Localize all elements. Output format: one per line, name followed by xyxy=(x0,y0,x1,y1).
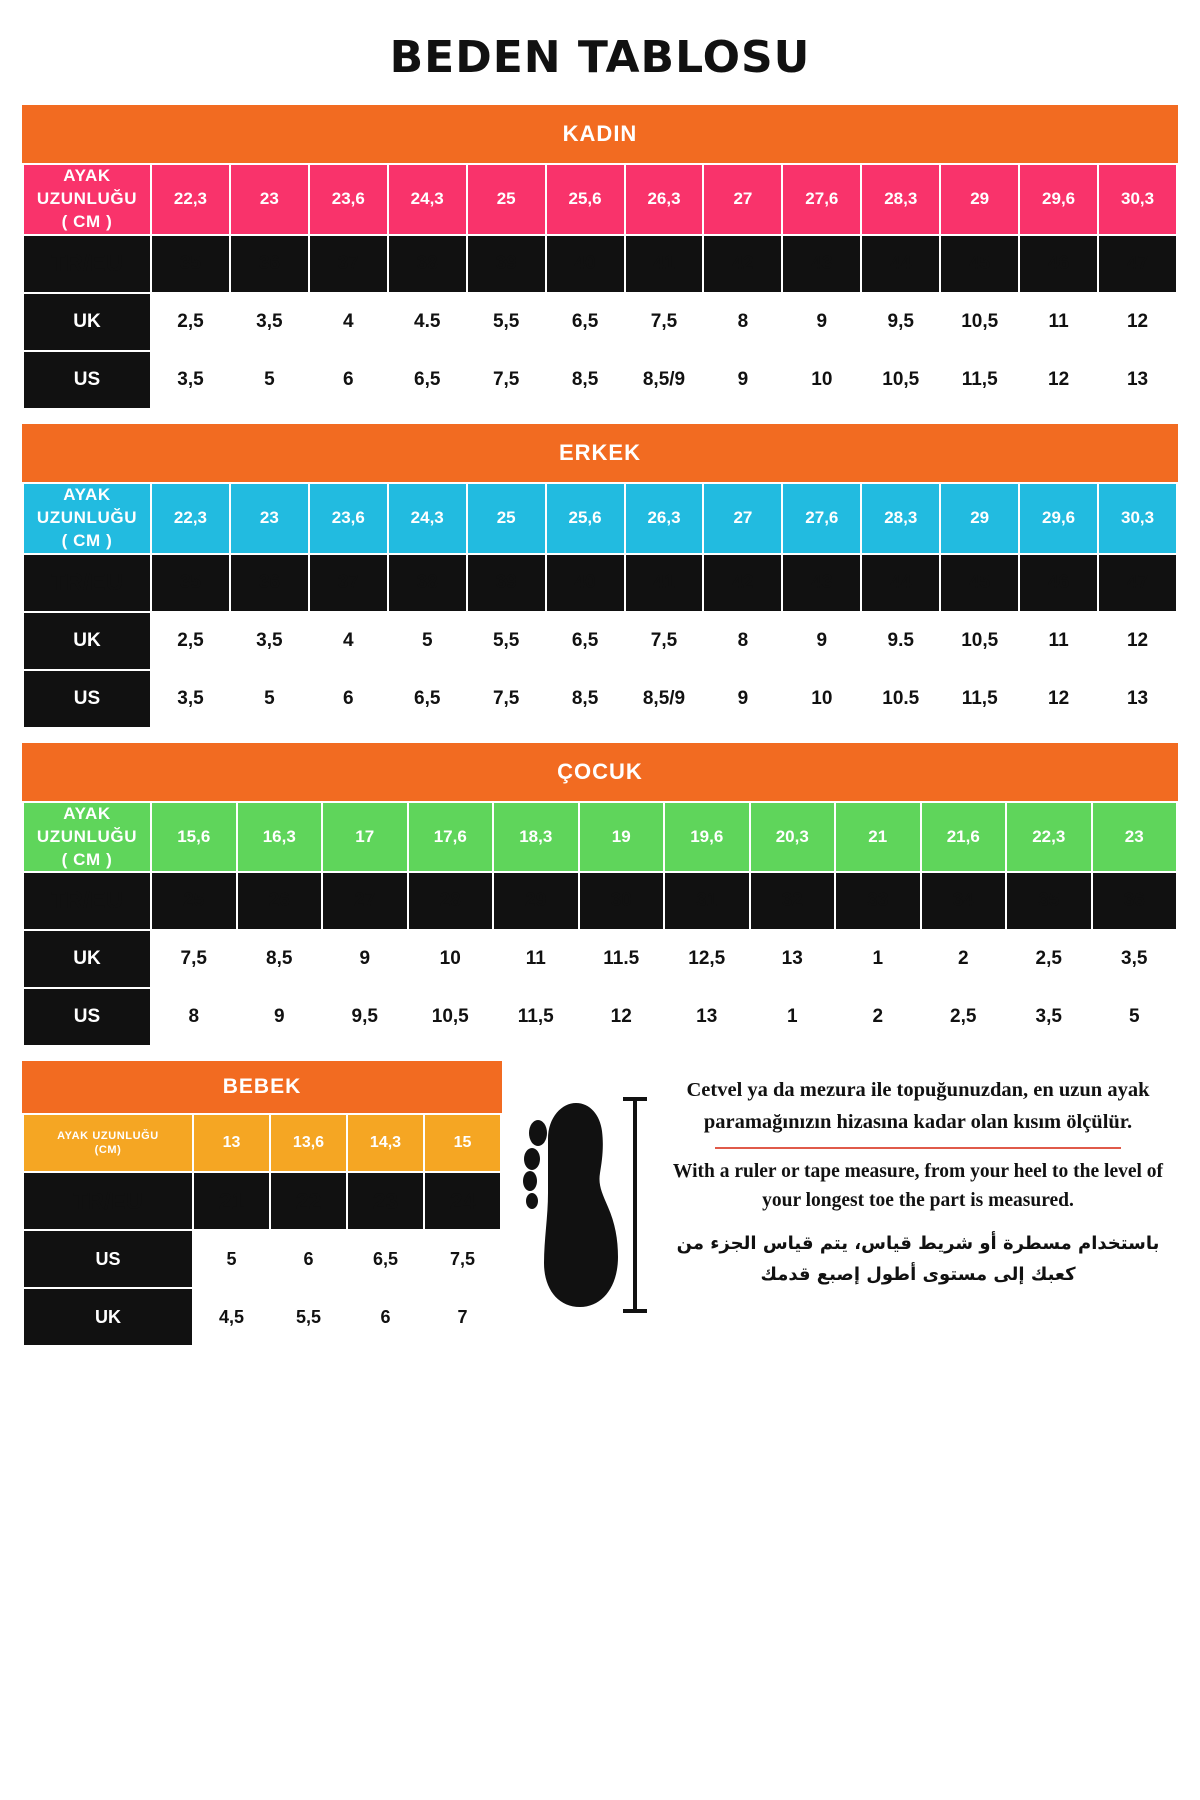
cell: 10 xyxy=(408,930,494,988)
length-label-line2: (CM) xyxy=(94,1144,122,1157)
cell: 10 xyxy=(782,351,861,409)
cell: 25 xyxy=(467,483,546,554)
cell: 17,6 xyxy=(408,802,494,873)
cell: 10,5 xyxy=(940,293,1019,351)
length-label-line1: AYAK xyxy=(63,484,111,504)
cell: 35 xyxy=(151,554,230,612)
row-label-uk: UK xyxy=(23,930,151,988)
cell: 12 xyxy=(579,988,665,1046)
cell: 2 xyxy=(921,930,1007,988)
cell: 17 xyxy=(322,802,408,873)
cell: 13 xyxy=(1098,670,1177,728)
cell: 38 xyxy=(388,554,467,612)
cell: 8,5 xyxy=(546,670,625,728)
cell: 9 xyxy=(703,351,782,409)
cell: 47 xyxy=(1098,235,1177,293)
cell: 39 xyxy=(467,554,546,612)
section-header-erkek: ERKEK xyxy=(22,424,1178,482)
cell: 6,5 xyxy=(388,670,467,728)
cell: 7,5 xyxy=(625,293,704,351)
row-label-treu: TR/EU xyxy=(23,872,151,930)
table-cocuk xyxy=(22,801,1178,1048)
cell: 5 xyxy=(388,612,467,670)
length-label-line2: UZUNLUĞU xyxy=(36,507,138,527)
cell: 3,5 xyxy=(230,612,309,670)
cell: 38 xyxy=(388,235,467,293)
cell: 45 xyxy=(940,235,1019,293)
cell: 7 xyxy=(424,1288,501,1346)
row-label-us: US xyxy=(23,988,151,1046)
table-erkek xyxy=(22,482,1178,729)
row-label-uk: UK xyxy=(23,293,151,351)
cell: 33 xyxy=(835,872,921,930)
cell: 45 xyxy=(940,554,1019,612)
cell: 4 xyxy=(309,293,388,351)
table-row xyxy=(23,802,1177,873)
cell: 23,6 xyxy=(309,483,388,554)
row-label-us: US xyxy=(23,351,151,409)
table-row xyxy=(23,930,1177,988)
cell: 6 xyxy=(270,1230,347,1288)
cell: 10,5 xyxy=(940,612,1019,670)
cell: 10.5 xyxy=(861,670,940,728)
cell: 1 xyxy=(750,988,836,1046)
section-erkek xyxy=(22,424,1178,729)
note-text-block xyxy=(658,1075,1178,1290)
cell: 27,6 xyxy=(782,483,861,554)
cell: 15,6 xyxy=(151,802,237,873)
cell: 1 xyxy=(835,930,921,988)
note-divider xyxy=(715,1147,1121,1149)
cell: 5 xyxy=(1092,988,1178,1046)
cell: 6,5 xyxy=(546,612,625,670)
cell: 6,5 xyxy=(388,351,467,409)
row-label-us: US xyxy=(23,670,151,728)
table-bebek xyxy=(22,1113,502,1347)
cell: 40 xyxy=(546,235,625,293)
cell: 29,6 xyxy=(1019,164,1098,235)
table-row xyxy=(23,670,1177,728)
cell: 12,5 xyxy=(664,930,750,988)
cell: 3,5 xyxy=(1006,988,1092,1046)
cell: 2,5 xyxy=(151,293,230,351)
cell: 29 xyxy=(940,483,1019,554)
cell: 28,3 xyxy=(861,483,940,554)
cell: 46 xyxy=(1019,235,1098,293)
cell: 9,5 xyxy=(861,293,940,351)
cell: 30,3 xyxy=(1098,164,1177,235)
cell: 7,5 xyxy=(424,1230,501,1288)
row-label-treu: TR/EU xyxy=(23,235,151,293)
row-label-us: US xyxy=(23,1230,193,1288)
cell: 13 xyxy=(193,1114,270,1172)
cell: 22,3 xyxy=(1006,802,1092,873)
footprint-icon xyxy=(518,1081,648,1331)
cell: 8 xyxy=(703,293,782,351)
cell: 41 xyxy=(625,554,704,612)
cell: 12 xyxy=(1019,351,1098,409)
cell: 11 xyxy=(493,930,579,988)
section-header-bebek: BEBEK xyxy=(22,1061,502,1113)
cell: 22,3 xyxy=(151,483,230,554)
cell: 43 xyxy=(782,235,861,293)
cell: 11,5 xyxy=(493,988,579,1046)
section-kadin xyxy=(22,105,1178,410)
cell: 11 xyxy=(1019,293,1098,351)
length-label-line1: AYAK xyxy=(63,166,111,185)
cell: 19,6 xyxy=(664,802,750,873)
cell: 8 xyxy=(703,612,782,670)
cell: 9,5 xyxy=(322,988,408,1046)
cell: 25,6 xyxy=(546,164,625,235)
cell: 8,5 xyxy=(237,930,323,988)
cell: 39 xyxy=(467,235,546,293)
cell: 9 xyxy=(782,612,861,670)
section-header-kadin: KADIN xyxy=(22,105,1178,163)
cell: 9.5 xyxy=(861,612,940,670)
cell: 19 xyxy=(579,802,665,873)
foot-measure-illustration xyxy=(518,1075,648,1336)
cell: 6 xyxy=(309,670,388,728)
section-bebek xyxy=(22,1061,502,1347)
cell: 16,3 xyxy=(237,802,323,873)
cell: 12 xyxy=(1098,293,1177,351)
cell: 29 xyxy=(493,872,579,930)
bottom-area xyxy=(22,1061,1178,1361)
table-row xyxy=(23,351,1177,409)
cell: 32 xyxy=(750,872,836,930)
cell: 8,5/9 xyxy=(625,351,704,409)
cell: 13 xyxy=(750,930,836,988)
cell: 11,5 xyxy=(940,351,1019,409)
cell: 2 xyxy=(835,988,921,1046)
cell: 31 xyxy=(664,872,750,930)
cell: 8,5 xyxy=(546,351,625,409)
cell: 7,5 xyxy=(467,351,546,409)
table-row xyxy=(23,1230,501,1288)
length-label-line1: AYAK UZUNLUĞU xyxy=(57,1129,159,1142)
cell: 24,3 xyxy=(388,483,467,554)
table-row xyxy=(23,988,1177,1046)
cell: 10,5 xyxy=(408,988,494,1046)
row-label-length xyxy=(23,1114,193,1172)
table-row xyxy=(23,293,1177,351)
cell: 44 xyxy=(861,235,940,293)
length-label-line1: AYAK xyxy=(63,803,111,823)
cell: 21 xyxy=(193,1172,270,1230)
cell: 2,5 xyxy=(151,612,230,670)
row-label-length xyxy=(23,802,151,873)
cell: 7,5 xyxy=(151,930,237,988)
cell: 14,3 xyxy=(347,1114,424,1172)
cell: 25,6 xyxy=(546,483,625,554)
cell: 21 xyxy=(835,802,921,873)
cell: 20,3 xyxy=(750,802,836,873)
cell: 29,6 xyxy=(1019,483,1098,554)
table-row xyxy=(23,235,1177,293)
cell: 10 xyxy=(782,670,861,728)
section-cocuk xyxy=(22,743,1178,1048)
cell: 22 xyxy=(270,1172,347,1230)
row-label-uk: UK xyxy=(23,612,151,670)
cell: 37 xyxy=(309,235,388,293)
cell: 5,5 xyxy=(467,612,546,670)
cell: 13,6 xyxy=(270,1114,347,1172)
cell: 41 xyxy=(625,235,704,293)
length-label-line2: UZUNLUĞU xyxy=(36,188,138,208)
table-row xyxy=(23,1172,501,1230)
cell: 26 xyxy=(237,872,323,930)
cell: 47 xyxy=(1098,554,1177,612)
cell: 2,5 xyxy=(1006,930,1092,988)
cell: 30 xyxy=(579,872,665,930)
cell: 8 xyxy=(151,988,237,1046)
cell: 2,5 xyxy=(921,988,1007,1046)
cell: 12 xyxy=(1098,612,1177,670)
table-row xyxy=(23,1114,501,1172)
cell: 28,3 xyxy=(861,164,940,235)
cell: 3,5 xyxy=(151,670,230,728)
cell: 22,3 xyxy=(151,164,230,235)
measuring-instructions xyxy=(518,1061,1178,1336)
note-turkish: Cetvel ya da mezura ile topuğunuzdan, en uzun ayak paramağınızın hizasına kadar olan kısım ölçülür. xyxy=(686,1079,1150,1134)
note-english: With a ruler or tape measure, from your heel to the level of your longest toe the part is measured. xyxy=(672,1160,1164,1212)
cell: 36 xyxy=(230,554,309,612)
cell: 37 xyxy=(309,554,388,612)
cell: 11 xyxy=(1019,612,1098,670)
length-label-line3: ( CM ) xyxy=(61,849,113,869)
cell: 42 xyxy=(703,554,782,612)
table-row xyxy=(23,483,1177,554)
cell: 5,5 xyxy=(467,293,546,351)
table-row xyxy=(23,1288,501,1346)
cell: 36 xyxy=(230,235,309,293)
cell: 6 xyxy=(309,351,388,409)
cell: 6,5 xyxy=(546,293,625,351)
cell: 9 xyxy=(703,670,782,728)
table-row xyxy=(23,612,1177,670)
cell: 30,3 xyxy=(1098,483,1177,554)
cell: 28 xyxy=(408,872,494,930)
cell: 5 xyxy=(193,1230,270,1288)
length-label-line3: ( CM ) xyxy=(61,211,113,231)
cell: 7,5 xyxy=(625,612,704,670)
cell: 6,5 xyxy=(347,1230,424,1288)
cell: 5,5 xyxy=(270,1288,347,1346)
table-row xyxy=(23,554,1177,612)
cell: 13 xyxy=(664,988,750,1046)
cell: 24 xyxy=(424,1172,501,1230)
cell: 27,6 xyxy=(782,164,861,235)
cell: 40 xyxy=(546,554,625,612)
cell: 23 xyxy=(230,483,309,554)
cell: 21,6 xyxy=(921,802,1007,873)
cell: 34 xyxy=(921,872,1007,930)
cell: 8,5/9 xyxy=(625,670,704,728)
cell: 4 xyxy=(309,612,388,670)
cell: 36 xyxy=(1092,872,1178,930)
page-title: BEDEN TABLOSU xyxy=(389,32,811,83)
cell: 6 xyxy=(347,1288,424,1346)
cell: 5 xyxy=(230,351,309,409)
cell: 4,5 xyxy=(193,1288,270,1346)
cell: 3,5 xyxy=(1092,930,1178,988)
cell: 11,5 xyxy=(940,670,1019,728)
cell: 3,5 xyxy=(230,293,309,351)
cell: 35 xyxy=(151,235,230,293)
cell: 13 xyxy=(1098,351,1177,409)
row-label-treu: TR/EU xyxy=(23,554,151,612)
cell: 3,5 xyxy=(151,351,230,409)
cell: 18,3 xyxy=(493,802,579,873)
cell: 27 xyxy=(703,483,782,554)
cell: 23 xyxy=(347,1172,424,1230)
cell: 27 xyxy=(322,872,408,930)
cell: 35 xyxy=(1006,872,1092,930)
cell: 25 xyxy=(467,164,546,235)
row-label-treu: TR/EU xyxy=(23,1172,193,1230)
cell: 10,5 xyxy=(861,351,940,409)
cell: 7,5 xyxy=(467,670,546,728)
cell: 24,3 xyxy=(388,164,467,235)
cell: 12 xyxy=(1019,670,1098,728)
cell: 23,6 xyxy=(309,164,388,235)
section-header-cocuk: ÇOCUK xyxy=(22,743,1178,801)
cell: 9 xyxy=(782,293,861,351)
cell: 42 xyxy=(703,235,782,293)
cell: 23 xyxy=(1092,802,1178,873)
table-row xyxy=(23,872,1177,930)
cell: 9 xyxy=(237,988,323,1046)
cell: 26,3 xyxy=(625,164,704,235)
cell: 5 xyxy=(230,670,309,728)
cell: 11.5 xyxy=(579,930,665,988)
row-label-length xyxy=(23,164,151,235)
cell: 43 xyxy=(782,554,861,612)
table-kadin xyxy=(22,163,1178,410)
cell: 46 xyxy=(1019,554,1098,612)
cell: 27 xyxy=(703,164,782,235)
row-label-length xyxy=(23,483,151,554)
table-row xyxy=(23,164,1177,235)
row-label-uk: UK xyxy=(23,1288,193,1346)
length-label-line2: UZUNLUĞU xyxy=(36,826,138,846)
cell: 29 xyxy=(940,164,1019,235)
cell: 25 xyxy=(151,872,237,930)
cell: 15 xyxy=(424,1114,501,1172)
note-arabic: باستخدام مسطرة أو شريط قياس، يتم قياس الجزء من كعبك إلى مستوى أطول إصبع قدمك xyxy=(676,1233,1160,1286)
cell: 23 xyxy=(230,164,309,235)
cell: 26,3 xyxy=(625,483,704,554)
cell: 44 xyxy=(861,554,940,612)
length-label-line3: ( CM ) xyxy=(61,530,113,550)
cell: 4.5 xyxy=(388,293,467,351)
cell: 9 xyxy=(322,930,408,988)
